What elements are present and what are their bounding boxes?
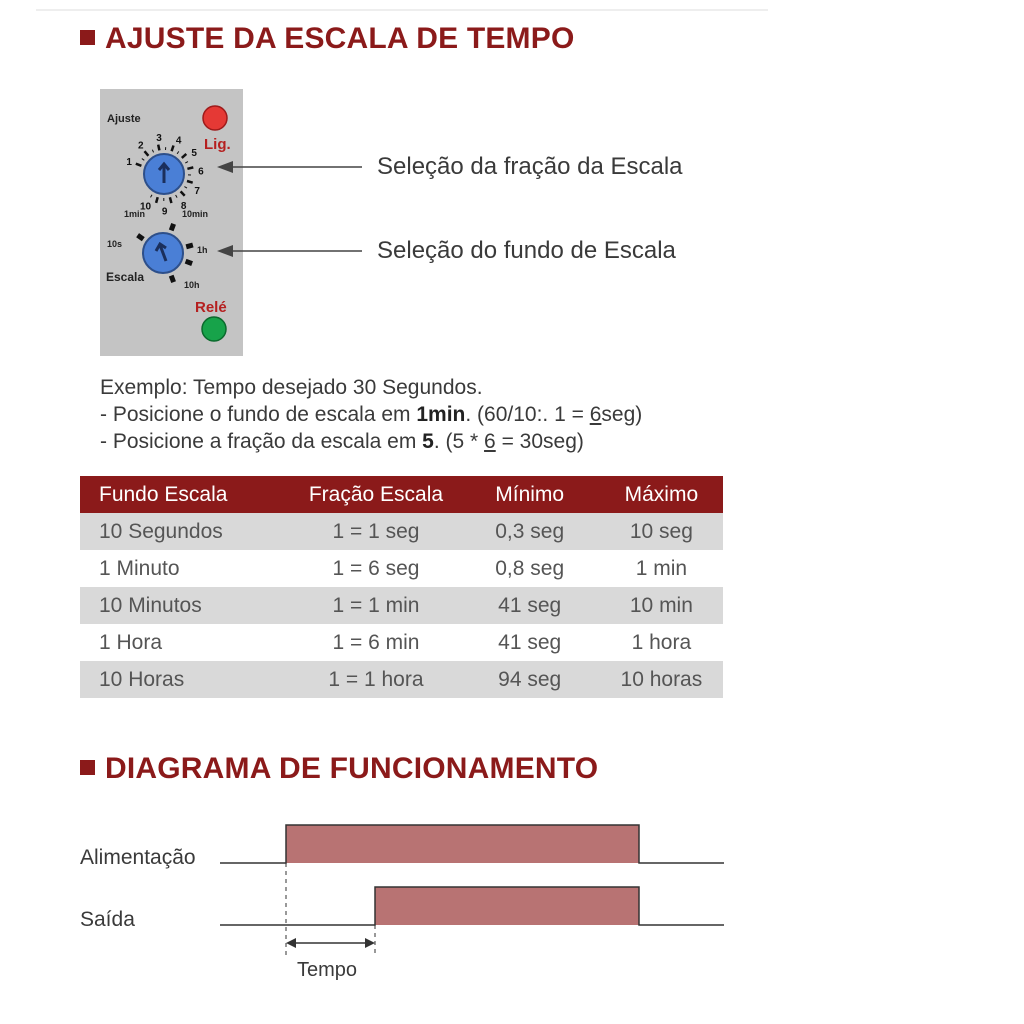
table-cell: 1 = 1 min [292,587,459,624]
time-label: Tempo [297,959,358,981]
range-mark [171,276,173,283]
table-row [80,550,723,587]
column-header: Máximo [600,476,723,513]
underlined-value: 6 [484,430,496,453]
supply-pulse [286,825,639,863]
dial-number: 1 [126,156,132,168]
output-pulse [375,887,639,925]
table-header-row [80,476,723,513]
table-cell: 1 = 6 seg [292,550,459,587]
table-row [80,624,723,661]
dial-number: 10 [139,201,152,213]
dial-tick [170,197,172,203]
example-line-3 [100,428,642,455]
dial-number: 5 [191,148,197,159]
top-divider [36,9,768,11]
escala-label: Escala [106,270,145,284]
range-label-1h: 1h [197,245,208,255]
range-mark [186,245,193,247]
section-title-operation-diagram [80,752,598,786]
table-cell: 1 = 1 hora [292,661,459,698]
dial-number: 4 [175,135,182,147]
range-label-10min: 10min [182,209,209,219]
text-run: - Posicione a fração da escala em [100,430,423,453]
dial-number: 6 [198,166,204,178]
square-bullet-icon [80,760,95,775]
arrow-head-icon [365,938,375,948]
lig-label: Lig. [204,136,231,153]
dial-number: 9 [161,206,168,218]
power-led-icon [203,106,227,130]
table-cell: 10 Horas [80,661,292,698]
range-mark [186,261,193,263]
table-cell: 0,3 seg [460,513,600,550]
dial-tick [187,181,193,183]
table-row [80,513,723,550]
section-title-time-scale [80,22,575,56]
dial-number: 3 [156,132,162,144]
dial-number: 8 [180,200,187,212]
table-cell: 10 Minutos [80,587,292,624]
table-cell: 10 seg [600,513,723,550]
timer-device-illustration [100,89,243,356]
table-cell: 1 Hora [80,624,292,661]
table-row [80,587,723,624]
dial-tick [156,197,158,203]
bold-value: 5 [422,430,434,453]
relay-led-icon [202,317,226,341]
table-cell: 41 seg [460,624,600,661]
section-title-text: AJUSTE DA ESCALA DE TEMPO [105,22,575,55]
range-label-10s: 10s [107,239,123,249]
table-cell: 1 hora [600,624,723,661]
text-run: . (60/10:. 1 = [465,403,590,426]
example-line-2 [100,401,642,428]
example-line-1: Exemplo: Tempo desejado 30 Segundos. [100,376,483,399]
callout-fraction: Seleção da fração da Escala [377,153,683,180]
table-cell: 1 Minuto [80,550,292,587]
section-title-text: DIAGRAMA DE FUNCIONAMENTO [105,752,599,785]
text-run: - Posicione o fundo de escala em [100,403,417,426]
range-label-10h: 10h [184,280,200,290]
table-row [80,661,723,698]
table-cell: 94 seg [460,661,600,698]
range-mark [138,235,144,239]
timing-diagram [0,800,1024,1000]
table-cell: 10 min [600,587,723,624]
dial-tick [187,167,193,168]
dial-tick [158,145,159,151]
table-cell: 0,8 seg [460,550,600,587]
table-cell: 10 horas [600,661,723,698]
table-cell: 1 = 1 seg [292,513,459,550]
table-cell: 41 seg [460,587,600,624]
range-mark [171,224,173,231]
bold-value: 1min [416,403,466,426]
example-text [100,374,642,455]
square-bullet-icon [80,30,95,45]
text-run: . (5 * [433,430,485,453]
adjust-label: Ajuste [107,113,141,125]
output-label: Saída [80,908,135,931]
supply-label: Alimentação [80,846,196,869]
scale-range-table [80,476,723,698]
table-cell: 1 min [600,550,723,587]
dial-number: 2 [138,140,144,152]
arrow-head-icon [286,938,296,948]
column-header: Mínimo [460,476,600,513]
callout-full-scale: Seleção do fundo de Escala [377,237,676,264]
column-header: Fundo Escala [80,476,292,513]
text-run: = 30seg) [495,430,584,453]
underlined-value: 6 [589,403,602,426]
dial-number: 7 [194,186,200,198]
table-cell: 1 = 6 min [292,624,459,661]
rele-label: Relé [195,299,227,316]
text-run: seg) [601,403,643,426]
column-header: Fração Escala [292,476,459,513]
table-cell: 10 Segundos [80,513,292,550]
range-label-1min: 1min [124,209,146,219]
